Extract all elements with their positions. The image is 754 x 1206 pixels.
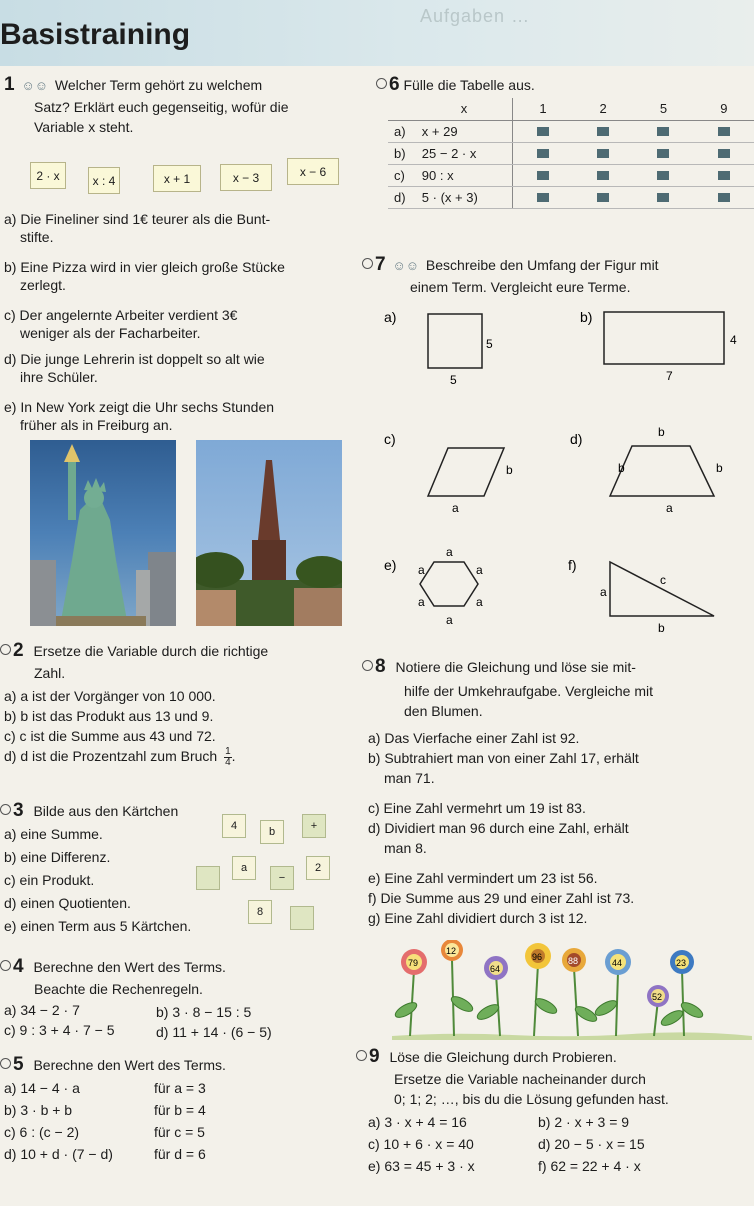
task-9-text-line: Löse die Gleichung durch Probieren. bbox=[389, 1049, 617, 1065]
svg-text:96: 96 bbox=[532, 952, 543, 962]
side-label: a bbox=[452, 501, 459, 515]
term-card: 2 · x bbox=[30, 162, 66, 189]
number-card: 2 bbox=[306, 856, 330, 880]
side-label: a bbox=[446, 545, 453, 559]
flower-23 bbox=[670, 950, 694, 974]
partner-icon: ☺☺ bbox=[21, 78, 49, 93]
flower-52 bbox=[647, 985, 669, 1007]
blank-field[interactable] bbox=[718, 193, 730, 202]
blank-card bbox=[290, 906, 314, 930]
freiburg-minster-image bbox=[196, 440, 342, 626]
task-9-heading bbox=[356, 1048, 617, 1066]
parallelogram-shape bbox=[428, 448, 504, 496]
blank-field[interactable] bbox=[657, 193, 669, 202]
task-2-number: 2 bbox=[13, 640, 24, 661]
hexagon-shape bbox=[420, 562, 478, 606]
task-4-item: d) 11 + 14 · (6 − 5) bbox=[156, 1024, 272, 1040]
svg-text:52: 52 bbox=[652, 992, 663, 1002]
task-6-number: 6 bbox=[389, 74, 400, 95]
side-label: a bbox=[418, 595, 425, 609]
task-8-text-line: hilfe der Umkehraufgabe. Vergleiche mit bbox=[404, 683, 654, 699]
task-4-item: a) 34 − 2 · 7 bbox=[4, 1002, 80, 1018]
task-3-item: e) einen Term aus 5 Kärtchen. bbox=[4, 918, 192, 934]
figure-label: a) bbox=[384, 309, 397, 325]
blank-field[interactable] bbox=[597, 149, 609, 158]
flower-44 bbox=[605, 949, 631, 975]
table-row: b) 25 − 2 · x bbox=[388, 142, 754, 164]
task-2-heading bbox=[0, 642, 268, 660]
task-8-text-line: Notiere die Gleichung und löse sie mit- bbox=[395, 659, 636, 675]
blank-field[interactable] bbox=[718, 171, 730, 180]
side-label: a bbox=[600, 585, 607, 599]
task-4-heading bbox=[0, 958, 226, 976]
operator-card: + bbox=[302, 814, 326, 838]
table-header-col: 1 bbox=[513, 98, 573, 120]
task-1-text-line: Satz? Erklärt euch gegenseitig, wofür die bbox=[34, 99, 289, 115]
task-2-item-d: d) d ist die Prozentzahl zum Bruch $\frac{1}{4}$ . bbox=[4, 745, 236, 768]
blank-field[interactable] bbox=[597, 127, 609, 136]
blank-field[interactable] bbox=[597, 171, 609, 180]
task-1-item-a: a) Die Fineliner sind 1€ teurer als die Bunt- stifte. bbox=[4, 211, 271, 245]
task-2-text-line: Ersetze die Variable durch die richtige bbox=[33, 643, 269, 659]
task-5-text: Berechne den Wert des Terms. bbox=[33, 1057, 226, 1073]
task-9-items: a) 3 · x + 4 = 16 b) 2 · x + 3 = 9 c) 10 + 6 · x = 40 d) 20 − 5 · x = 15 e) 63 = 45 + 3 · x f) 62 = 22 + 4 · x bbox=[368, 1114, 645, 1174]
task-2-item: a) a ist der Vorgänger von 10 000. bbox=[4, 688, 216, 704]
difficulty-ring-icon bbox=[362, 258, 373, 269]
side-label: b bbox=[618, 461, 625, 475]
table-header-x: x bbox=[416, 98, 513, 120]
task-3-item: b) eine Differenz. bbox=[4, 849, 111, 865]
side-label: 5 bbox=[450, 373, 457, 387]
task-9-text-line: Ersetze die Variable nacheinander durch bbox=[394, 1071, 646, 1087]
task-7-number: 7 bbox=[375, 254, 386, 275]
figure-label: f) bbox=[568, 557, 577, 573]
value-table bbox=[388, 98, 754, 209]
task-6-text: Fülle die Tabelle aus. bbox=[403, 77, 535, 93]
side-label: b bbox=[658, 425, 665, 439]
figures-panel bbox=[370, 300, 750, 640]
header-faded-text: Aufgaben … bbox=[420, 6, 531, 26]
flower-12 bbox=[441, 940, 463, 961]
task-1-heading bbox=[4, 76, 344, 95]
task-1-item-e: e) In New York zeigt die Uhr sechs Stunden früher als in Freiburg an. bbox=[4, 399, 275, 433]
difficulty-ring-icon bbox=[362, 660, 373, 671]
svg-text:44: 44 bbox=[612, 958, 623, 968]
task-5-number: 5 bbox=[13, 1054, 24, 1075]
blank-field[interactable] bbox=[657, 171, 669, 180]
task-4-item: c) 9 : 3 + 4 · 7 − 5 bbox=[4, 1022, 115, 1038]
number-card: b bbox=[260, 820, 284, 844]
freiburg-minster-photo bbox=[196, 440, 342, 626]
side-label: b bbox=[506, 463, 513, 477]
svg-text:12: 12 bbox=[446, 946, 457, 956]
term-card: x − 6 bbox=[287, 158, 339, 185]
side-label: a bbox=[666, 501, 673, 515]
task-9-number: 9 bbox=[369, 1046, 380, 1067]
term-card: x + 1 bbox=[153, 165, 201, 192]
task-1-text-line: Variable x steht. bbox=[34, 119, 134, 135]
task-5-items: a) 14 − 4 · a für a = 3 b) 3 · b + b für b = 4 c) 6 : (c − 2) für c = 5 d) 10 + d · (7 − d) für d = 6 bbox=[4, 1080, 206, 1162]
flower-96 bbox=[525, 943, 551, 969]
task-3-item: a) eine Summe. bbox=[4, 826, 103, 842]
task-1-text-line: Welcher Term gehört zu welchem bbox=[54, 77, 263, 93]
flower-64 bbox=[484, 956, 508, 980]
difficulty-ring-icon bbox=[0, 960, 11, 971]
flower-79 bbox=[401, 949, 427, 975]
task-4-text-line: Beachte die Rechenregeln. bbox=[34, 981, 203, 997]
difficulty-ring-icon bbox=[376, 78, 387, 89]
difficulty-ring-icon bbox=[0, 644, 11, 655]
figure-label: e) bbox=[384, 557, 397, 573]
task-1-item-d: d) Die junge Lehrerin ist doppelt so alt wie ihre Schüler. bbox=[4, 351, 265, 385]
task-1-item-b: b) Eine Pizza wird in vier gleich große Stücke zerlegt. bbox=[4, 259, 285, 293]
side-label: a bbox=[418, 563, 425, 577]
side-label: b bbox=[716, 461, 723, 475]
number-card: 4 bbox=[222, 814, 246, 838]
task-3-items bbox=[4, 824, 191, 936]
fraction: $\frac{1}{4}$ bbox=[225, 745, 231, 768]
task-3-number: 3 bbox=[13, 800, 24, 821]
table-row: d) 5 · (x + 3) bbox=[388, 186, 754, 208]
task-2-items bbox=[4, 686, 236, 768]
task-8-heading bbox=[362, 658, 636, 676]
blank-field[interactable] bbox=[537, 193, 549, 202]
term-card: x : 4 bbox=[88, 167, 120, 194]
term-card: x − 3 bbox=[220, 164, 272, 191]
side-label: 7 bbox=[666, 369, 673, 383]
svg-text:88: 88 bbox=[568, 956, 579, 966]
statue-of-liberty-photo bbox=[30, 440, 176, 626]
operator-card: − bbox=[270, 866, 294, 890]
task-5-heading bbox=[0, 1056, 226, 1074]
flower-88 bbox=[562, 948, 586, 972]
task-6-heading bbox=[376, 76, 535, 94]
task-2-item: b) b ist das Produkt aus 13 und 9. bbox=[4, 708, 214, 724]
task-7-text-line: Beschreibe den Umfang der Figur mit bbox=[425, 257, 659, 273]
page-title: Basistraining bbox=[0, 18, 191, 51]
task-8-items: a) Das Vierfache einer Zahl ist 92. b) Subtrahiert man von einer Zahl 17, erhält man 71. c) Eine Zahl vermehrt um 19 ist 83. d) Dividiert man 96 durch eine Zahl, erhält man 8. e) Eine Zahl vermindert um 23 ist 56. f) Die Summe aus 29 und einer Zahl ist 73. g) Eine Zahl dividiert durch 3 ist 12. bbox=[368, 730, 639, 926]
svg-text:64: 64 bbox=[490, 964, 501, 974]
side-label: 5 bbox=[486, 337, 493, 351]
blank-field[interactable] bbox=[537, 171, 549, 180]
blank-field[interactable] bbox=[657, 127, 669, 136]
blank-field[interactable] bbox=[537, 149, 549, 158]
blank-field[interactable] bbox=[718, 127, 730, 136]
task-7-text-line: einem Term. Vergleicht eure Terme. bbox=[410, 279, 631, 295]
difficulty-ring-icon bbox=[356, 1050, 367, 1061]
task-9-text-line: 0; 1; 2; …, bis du die Lösung gefunden hast. bbox=[394, 1091, 669, 1107]
side-label: a bbox=[476, 595, 483, 609]
page-header bbox=[0, 0, 754, 66]
side-label: 4 bbox=[730, 333, 737, 347]
table-header-col: 2 bbox=[573, 98, 633, 120]
statue-of-liberty-image bbox=[30, 440, 176, 626]
table-row: a) x + 29 bbox=[388, 120, 754, 142]
side-label: a bbox=[476, 563, 483, 577]
figure-label: d) bbox=[570, 431, 583, 447]
side-label: b bbox=[658, 621, 665, 635]
number-card: 8 bbox=[248, 900, 272, 924]
blank-field[interactable] bbox=[537, 127, 549, 136]
task-3-item: d) einen Quotienten. bbox=[4, 895, 131, 911]
side-label: c bbox=[660, 573, 666, 587]
blank-card bbox=[196, 866, 220, 890]
task-3-heading bbox=[0, 802, 178, 820]
table-header-col: 5 bbox=[633, 98, 693, 120]
svg-text:23: 23 bbox=[676, 958, 687, 968]
difficulty-ring-icon bbox=[0, 804, 11, 815]
svg-text:79: 79 bbox=[408, 958, 419, 968]
task-8-text-line: den Blumen. bbox=[404, 703, 483, 719]
difficulty-ring-icon bbox=[0, 1058, 11, 1069]
task-4-text-line: Berechne den Wert des Terms. bbox=[33, 959, 226, 975]
task-1-number: 1 bbox=[4, 74, 15, 95]
square-shape bbox=[428, 314, 482, 368]
task-2-text-line: Zahl. bbox=[34, 665, 66, 681]
table-row: c) 90 : x bbox=[388, 164, 754, 186]
trapezoid-shape bbox=[610, 446, 714, 496]
task-3-item: c) ein Produkt. bbox=[4, 872, 95, 888]
figure-label: c) bbox=[384, 431, 396, 447]
triangle-shape bbox=[610, 562, 714, 616]
blank-field[interactable] bbox=[657, 149, 669, 158]
side-label: a bbox=[446, 613, 453, 627]
partner-icon: ☺☺ bbox=[392, 258, 420, 273]
figure-label: b) bbox=[580, 309, 593, 325]
blank-field[interactable] bbox=[718, 149, 730, 158]
task-4-number: 4 bbox=[13, 956, 24, 977]
task-3-text: Bilde aus den Kärtchen bbox=[33, 803, 179, 819]
task-1-item-c: c) Der angelernte Arbeiter verdient 3€ weniger als der Facharbeiter. bbox=[4, 307, 238, 341]
flowers-illustration bbox=[392, 940, 752, 1040]
task-7-heading bbox=[362, 256, 659, 275]
table-header-col: 9 bbox=[694, 98, 754, 120]
task-4-item: b) 3 · 8 − 15 : 5 bbox=[156, 1004, 252, 1020]
task-8-number: 8 bbox=[375, 656, 386, 677]
task-2-item: c) c ist die Summe aus 43 und 72. bbox=[4, 728, 216, 744]
number-card: a bbox=[232, 856, 256, 880]
rectangle-shape bbox=[604, 312, 724, 364]
blank-field[interactable] bbox=[597, 193, 609, 202]
